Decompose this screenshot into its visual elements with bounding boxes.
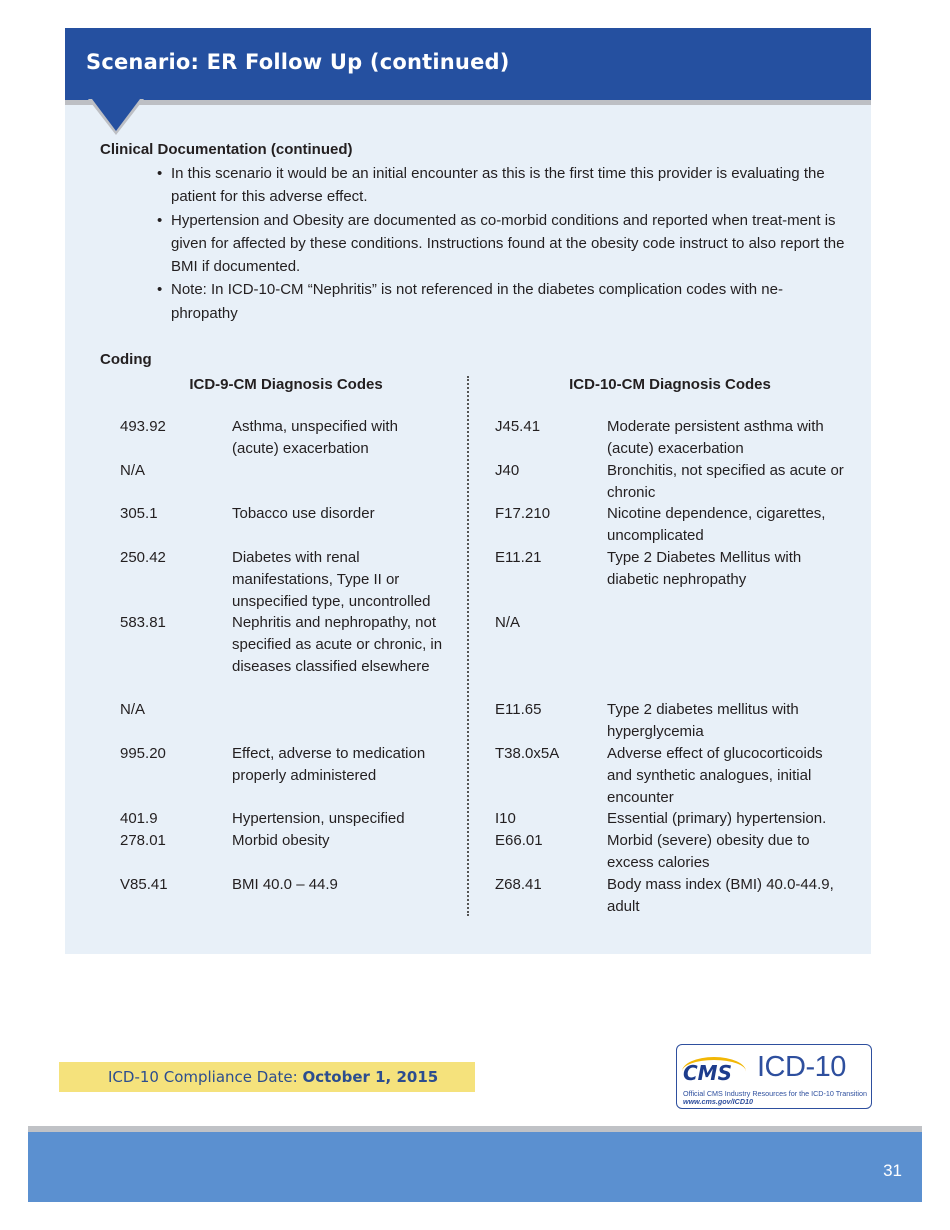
icd9-code: 305.1 [120, 505, 158, 522]
page-header [65, 28, 871, 100]
footer-bar [28, 1132, 922, 1202]
icd10-description: Body mass index (BMI) 40.0-44.9, adult [607, 876, 834, 915]
icd9-code: 401.9 [120, 810, 158, 827]
icd10-description: Nicotine dependence, cigarettes, uncomplicated [607, 505, 826, 544]
page-title: Scenario: ER Follow Up (continued) [86, 50, 510, 74]
icd10-code: E11.21 [495, 549, 542, 566]
icd9-code: 583.81 [120, 614, 166, 631]
compliance-date: October 1, 2015 [302, 1068, 439, 1086]
compliance-date-banner [59, 1062, 475, 1092]
icd10-logo-text: ICD-10 [757, 1051, 846, 1083]
clinical-bullet: • In this scenario it would be an initial encounter as this is the first time this provider is evaluating the patient for this adverse effect. [155, 162, 845, 209]
icd10-description: Type 2 diabetes mellitus with hyperglycemia [607, 701, 799, 740]
icd10-code: N/A [495, 614, 521, 631]
icd10-description: Moderate persistent asthma with (acute) exacerbation [607, 418, 824, 457]
icd10-description: Type 2 Diabetes Mellitus with diabetic nephropathy [607, 549, 802, 588]
header-notch [92, 99, 140, 131]
icd9-code: 250.42 [120, 549, 166, 566]
icd9-code: N/A [120, 462, 146, 479]
clinical-bullets [155, 162, 845, 325]
cms-logo-text: CMS [683, 1061, 732, 1085]
icd10-code: T38.0x5A [495, 745, 560, 762]
logo-url[interactable]: www.cms.gov/ICD10 [683, 1097, 754, 1106]
icd9-code: 493.92 [120, 418, 166, 435]
clinical-heading: Clinical Documentation (continued) [100, 141, 353, 158]
icd10-code: I10 [495, 810, 516, 827]
icd10-code: Z68.41 [495, 876, 542, 893]
icd10-code: E11.65 [495, 701, 542, 718]
page-number: 31 [883, 1161, 902, 1180]
icd10-code: E66.01 [495, 832, 543, 849]
clinical-bullet: • Hypertension and Obesity are documented as co-morbid conditions and reported when treat-ment is given for affected by these conditions. Instructions found at the obesity code instruct to also report the BMI if documented. [155, 209, 845, 279]
column-divider [467, 376, 469, 916]
compliance-label: ICD-10 Compliance Date: [108, 1068, 298, 1086]
icd10-description: Bronchitis, not specified as acute or chronic [607, 462, 844, 501]
icd10-description: Morbid (severe) obesity due to excess calories [607, 832, 810, 871]
icd9-description: Tobacco use disorder [232, 505, 375, 522]
clinical-bullet: • Note: In ICD-10-CM “Nephritis” is not referenced in the diabetes complication codes with ne-phropathy [155, 278, 845, 325]
icd9-description: BMI 40.0 – 44.9 [232, 876, 338, 893]
icd9-description: Effect, adverse to medication properly administered [232, 745, 426, 784]
icd10-description: Adverse effect of glucocorticoids and synthetic analogues, initial encounter [607, 745, 823, 806]
logo-subtitle: Official CMS Industry Resources for the ICD-10 Transition [683, 1089, 868, 1098]
icd10-code: J45.41 [495, 418, 541, 435]
cms-icd10-logo[interactable] [676, 1044, 872, 1109]
icd9-code: 278.01 [120, 832, 166, 849]
icd10-code: J40 [495, 462, 520, 479]
icd9-description: Asthma, unspecified with (acute) exacerbation [232, 418, 398, 457]
icd9-code: 995.20 [120, 745, 166, 762]
icd9-description: Diabetes with renal manifestations, Type II or unspecified type, uncontrolled [232, 549, 431, 610]
icd10-description: Essential (primary) hypertension. [607, 810, 827, 827]
icd9-description: Nephritis and nephropathy, not specified as acute or chronic, in diseases classified elsewhere [232, 614, 443, 675]
icd9-column-header: ICD-9-CM Diagnosis Codes [189, 376, 383, 393]
icd9-code: N/A [120, 701, 146, 718]
icd9-code: V85.41 [120, 876, 168, 893]
coding-heading: Coding [100, 351, 152, 368]
icd10-code: F17.210 [495, 505, 551, 522]
icd9-description: Morbid obesity [232, 832, 330, 849]
icd9-description: Hypertension, unspecified [232, 810, 405, 827]
icd10-column-header: ICD-10-CM Diagnosis Codes [569, 376, 771, 393]
